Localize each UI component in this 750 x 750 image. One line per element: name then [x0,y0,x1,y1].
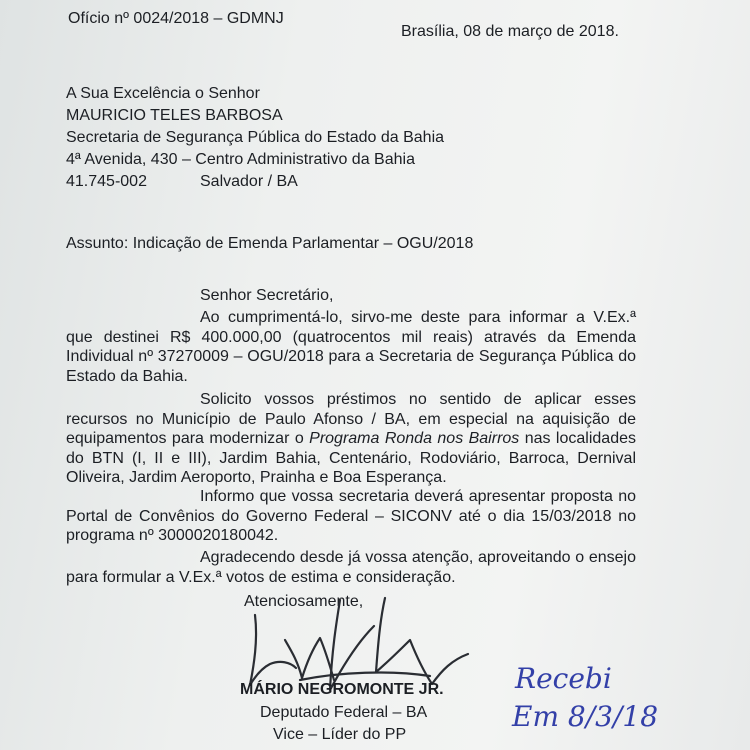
greeting: Senhor Secretário, [200,287,334,304]
paragraph-1-text: Ao cumprimentá-lo, sirvo-me deste para informar a V.Ex.ª que destinei R$ 400.000,00 (quatrocentos mil reais) através da Emenda Individual nº 37270009 – OGU/2018 para a Secretaria de Segurança Pública do Estado da Bahia. [66,309,636,385]
place-date: Brasília, 08 de março de 2018. [401,23,619,40]
recipient-salutation: A Sua Excelência o Senhor [66,85,260,102]
paragraph-2-text-start: Solicito vossos préstimos no sentido de aplicar esses recursos no Município de Paulo Afonso / BA, em especial na aquisição de equipamentos para modernizar o [66,391,636,447]
recipient-zip: 41.745-002 [66,173,147,190]
paragraph-4-text: Agradecendo desde já vossa atenção, aproveitando o ensejo para formular a V.Ex.ª votos de estima e consideração. [66,549,636,586]
receipt-note-line2: Em 8/3/18 [512,700,659,733]
signer-title: Deputado Federal – BA [260,704,428,721]
paragraph-3-text: Informo que vossa secretaria deverá apresentar proposta no Portal de Convênios do Governo Federal – SICONV até o dia 15/03/2018 no programa nº 3000020180042. [66,488,636,544]
closing: Atenciosamente, [244,593,364,610]
recipient-office: Secretaria de Segurança Pública do Estado da Bahia [66,129,445,146]
subject-line: Assunto: Indicação de Emenda Parlamentar – OGU/2018 [66,235,474,252]
office-reference: Ofício nº 0024/2018 – GDMNJ [68,10,284,27]
signer-name: MÁRIO NEGROMONTE JR. [240,681,444,698]
recipient-address: 4ª Avenida, 430 – Centro Administrativo da Bahia [66,151,415,168]
receipt-note-line1: Recebi [515,662,612,695]
signer-role: Vice – Líder do PP [273,726,407,743]
program-name: Programa Ronda nos Bairros [309,430,520,447]
recipient-city: Salvador / BA [200,173,298,190]
recipient-name: MAURICIO TELES BARBOSA [66,107,283,124]
paragraph-2-text-end: nas localidades do BTN (I, II e III), Jardim Bahia, Centenário, Rodoviário, Barroca, Dernival Oliveira, Jardim Aeroporto, Prainha e Boa Esperança. [66,430,636,486]
